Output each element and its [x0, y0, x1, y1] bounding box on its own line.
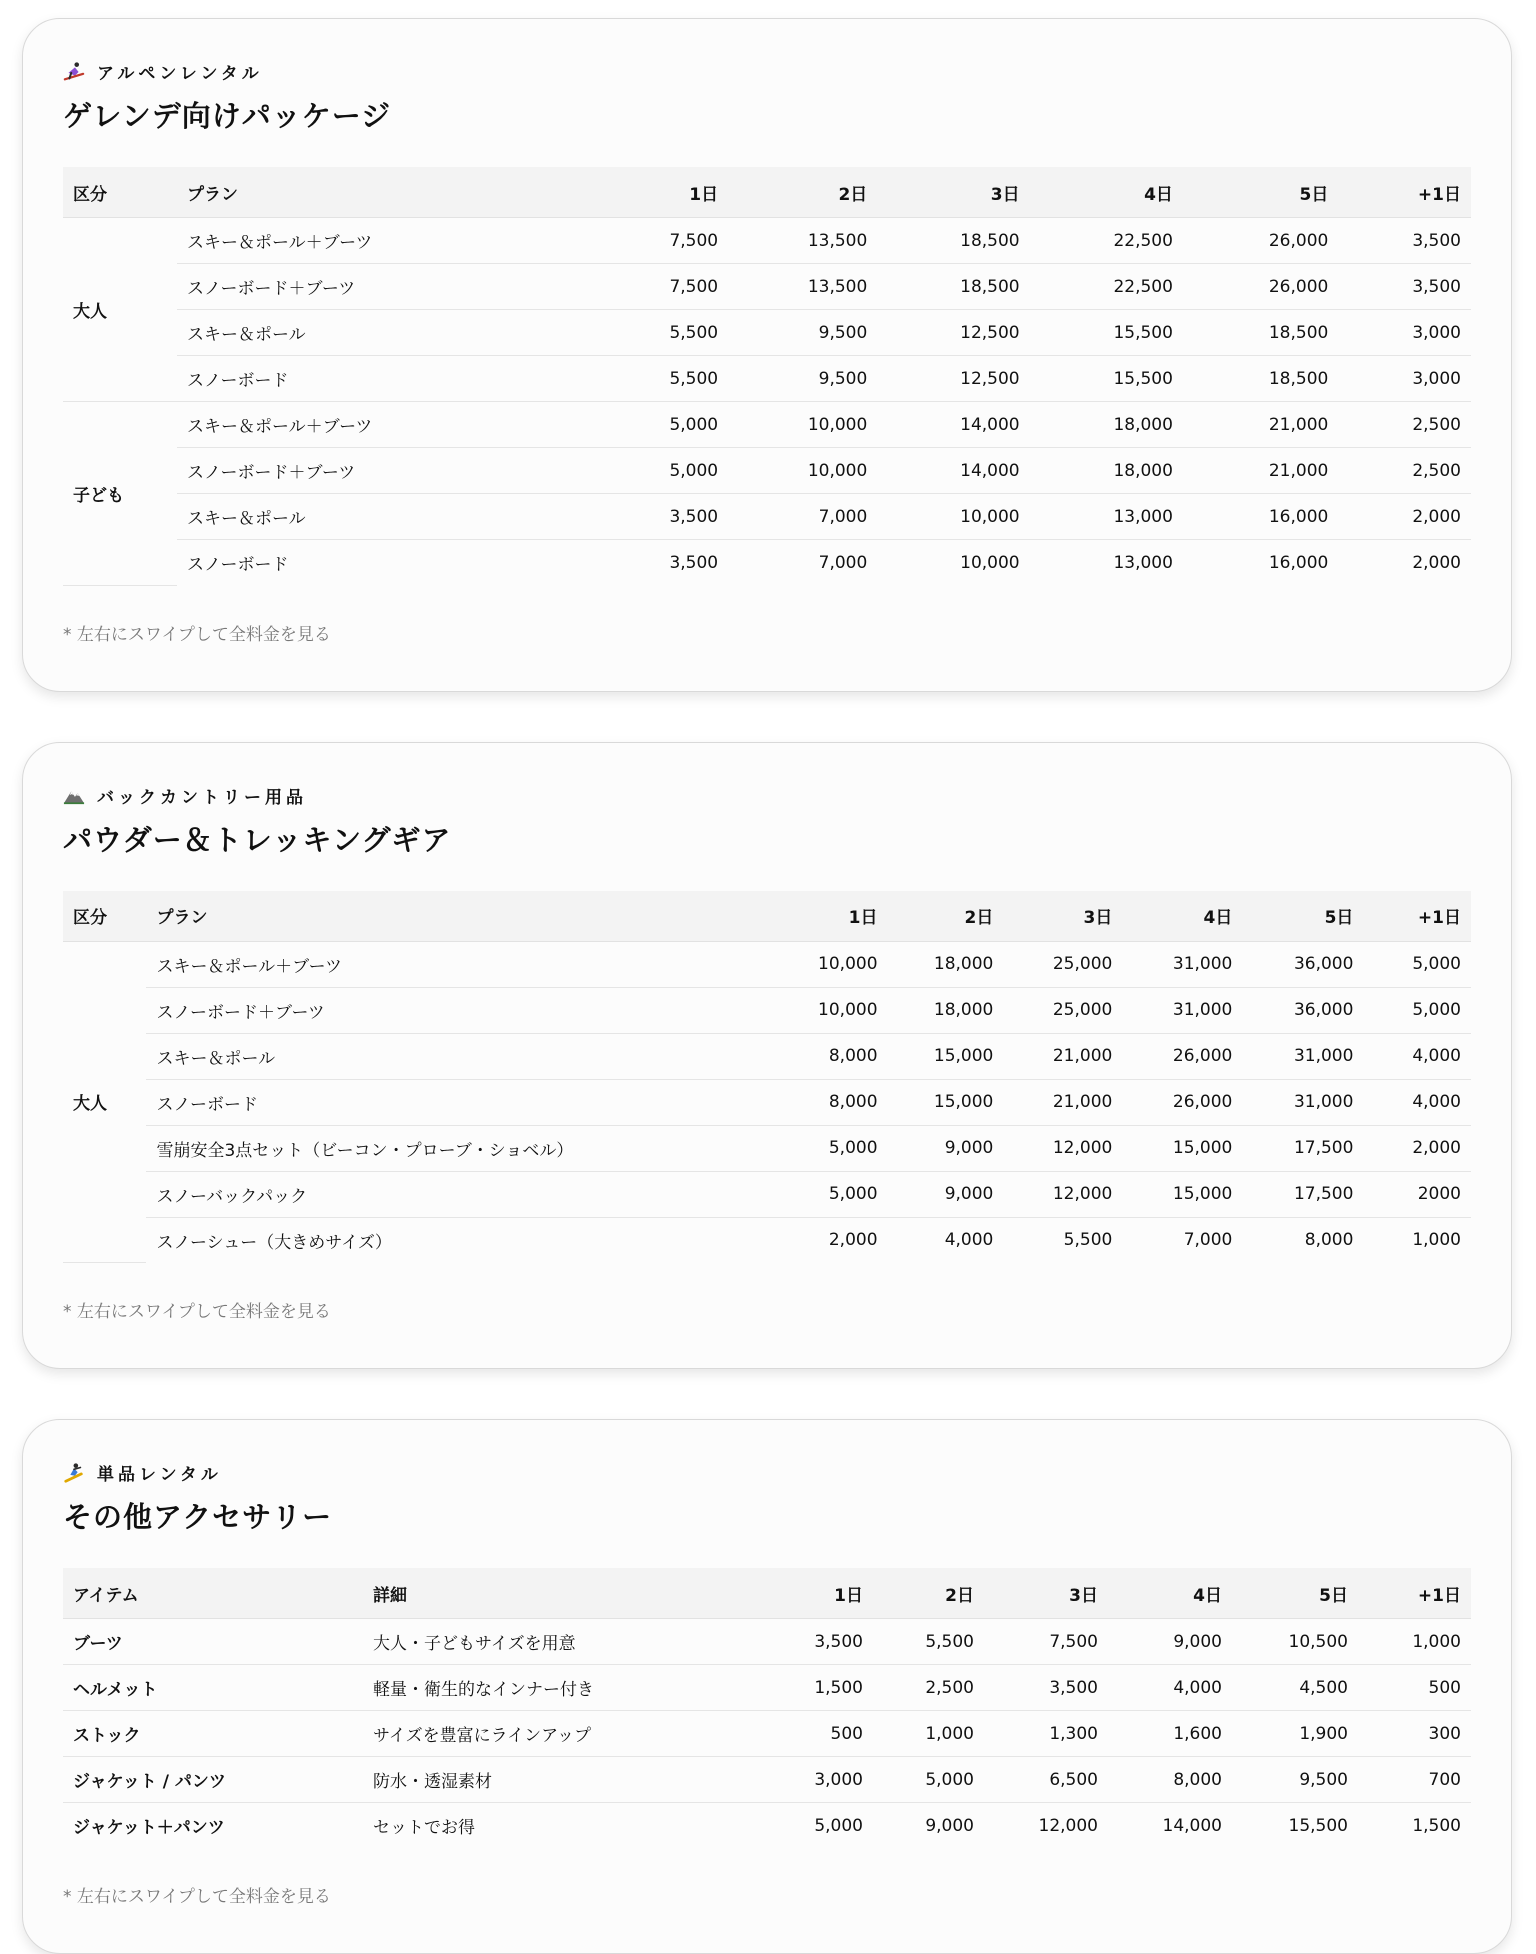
- price-cell: 3,500: [669, 552, 719, 573]
- price-cell: 5,000: [579, 402, 728, 448]
- price-cell: 7,000: [728, 494, 877, 540]
- card-backcountry-gear: [22, 742, 1512, 1370]
- price-cell: 8,000: [768, 1079, 888, 1125]
- table-row: [63, 1217, 1471, 1263]
- table-row: [63, 1171, 1471, 1217]
- price-cell: 1,600: [1108, 1711, 1232, 1757]
- price-cell: 4,000: [1363, 1033, 1471, 1079]
- column-header: プラン: [146, 891, 767, 942]
- price-cell: 18,000: [1030, 402, 1183, 448]
- price-cell: 18,500: [1183, 310, 1338, 356]
- price-cell: 21,000: [1003, 1079, 1122, 1125]
- item-detail: 大人・子どもサイズを用意: [363, 1619, 780, 1665]
- price-cell: 5,000: [1363, 987, 1471, 1033]
- price-cell: 6,500: [984, 1757, 1108, 1803]
- price-cell: 10,000: [768, 987, 888, 1033]
- price-cell: 14,000: [1162, 1815, 1222, 1836]
- price-cell: 5,500: [1063, 1230, 1113, 1250]
- group-label: 子ども: [63, 402, 177, 586]
- price-cell: 10,000: [768, 941, 888, 987]
- plan-name: スノーボード: [177, 356, 579, 402]
- price-cell: 12,000: [1003, 1171, 1122, 1217]
- plan-name: スキー＆ポール＋ブーツ: [177, 402, 579, 448]
- item-detail: サイズを豊富にラインアップ: [363, 1711, 780, 1757]
- price-cell: 3,500: [1338, 218, 1471, 264]
- table-row: [63, 1079, 1471, 1125]
- column-header: 5日: [1242, 891, 1363, 942]
- card-eyebrow: [63, 783, 1471, 808]
- price-cell: 25,000: [1003, 987, 1122, 1033]
- item-detail: 軽量・衛生的なインナー付き: [363, 1665, 780, 1711]
- card-header: [63, 59, 1471, 135]
- price-cell: 7,000: [1183, 1230, 1233, 1250]
- table-row: [63, 356, 1471, 402]
- column-header: 1日: [579, 167, 728, 218]
- table-row: [63, 941, 1471, 987]
- price-cell: 26,000: [1122, 1033, 1242, 1079]
- table-row: [63, 1665, 1471, 1711]
- price-cell: 15,500: [1030, 310, 1183, 356]
- item-name: ジャケット / パンツ: [63, 1757, 363, 1803]
- column-header: 2日: [888, 891, 1004, 942]
- price-cell: 31,000: [1242, 1079, 1363, 1125]
- column-header: 2日: [873, 1568, 984, 1619]
- price-cell: 21,000: [1183, 448, 1338, 494]
- table-row: [63, 987, 1471, 1033]
- plan-name: スノーボード＋ブーツ: [146, 987, 767, 1033]
- price-cell: 36,000: [1242, 941, 1363, 987]
- price-cell: 25,000: [1003, 941, 1122, 987]
- card-header: [63, 783, 1471, 859]
- price-cell: 3,500: [579, 494, 728, 540]
- price-cell: 7,500: [579, 218, 728, 264]
- price-cell: 4,000: [944, 1230, 994, 1250]
- price-cell: 5,500: [579, 356, 728, 402]
- price-cell: 1,900: [1232, 1711, 1358, 1757]
- table-row: [63, 218, 1471, 264]
- price-cell: 3,000: [780, 1757, 873, 1803]
- price-cell: 10,000: [728, 402, 877, 448]
- price-cell: 31,000: [1122, 987, 1242, 1033]
- plan-name: スノーボード: [146, 1079, 767, 1125]
- column-header: +1日: [1363, 891, 1471, 942]
- price-cell: 5,000: [768, 1125, 888, 1171]
- price-cell: 13,500: [728, 218, 877, 264]
- plan-name: スキー＆ポール＋ブーツ: [146, 941, 767, 987]
- table-body: [63, 218, 1471, 586]
- price-cell: 15,500: [1030, 356, 1183, 402]
- price-cell: 14,000: [877, 402, 1029, 448]
- price-cell: 1,500: [1412, 1815, 1461, 1836]
- price-cell: 9,000: [925, 1815, 974, 1836]
- card-eyebrow-label: バックカントリー用品: [97, 787, 307, 808]
- card-eyebrow-label: アルペンレンタル: [97, 64, 263, 84]
- table-body: [63, 1619, 1471, 1849]
- card-eyebrow-label: 単品レンタル: [97, 1465, 222, 1485]
- table-row: [63, 1125, 1471, 1171]
- price-cell: 15,000: [1122, 1125, 1242, 1171]
- price-cell: 5,000: [579, 448, 728, 494]
- column-header: 2日: [728, 167, 877, 218]
- snowboarder-icon: [63, 1462, 85, 1484]
- card-eyebrow: [63, 59, 1471, 84]
- card-title: その他アクセサリー: [63, 1500, 333, 1534]
- price-cell: 22,500: [1030, 218, 1183, 264]
- price-table: [63, 1568, 1471, 1848]
- price-cell: 18,500: [877, 264, 1029, 310]
- price-cell: 9,000: [888, 1125, 1004, 1171]
- table-row: [63, 1033, 1471, 1079]
- plan-name: スキー＆ポール: [177, 494, 579, 540]
- price-cell: 18,000: [1030, 448, 1183, 494]
- price-cell: 12,000: [1038, 1815, 1098, 1836]
- price-cell: 22,500: [1030, 264, 1183, 310]
- price-cell: 3,500: [1338, 264, 1471, 310]
- table-row: [63, 540, 1471, 586]
- price-cell: 9,000: [888, 1171, 1004, 1217]
- price-cell: 5,500: [873, 1619, 984, 1665]
- table-header-row: [63, 891, 1471, 942]
- table-row: [63, 1711, 1471, 1757]
- card-title: パウダー＆トレッキングギア: [63, 822, 452, 857]
- column-header: 4日: [1108, 1568, 1232, 1619]
- price-cell: 13,000: [1113, 552, 1173, 573]
- table-row: [63, 264, 1471, 310]
- price-cell: 700: [1358, 1757, 1471, 1803]
- swipe-note: * 左右にスワイプして全料金を見る: [63, 1887, 331, 1907]
- card-single-rental: [22, 1419, 1512, 1954]
- plan-name: スノーボード: [186, 555, 289, 575]
- price-cell: 2,000: [1412, 552, 1461, 573]
- table-row: [63, 1757, 1471, 1803]
- price-table: [63, 167, 1471, 586]
- plan-name: スノーシュー（大きめサイズ）: [156, 1232, 392, 1253]
- price-cell: 10,000: [728, 448, 877, 494]
- table-header-row: [63, 1568, 1471, 1619]
- price-cell: 26,000: [1122, 1079, 1242, 1125]
- price-cell: 10,000: [960, 552, 1020, 573]
- price-cell: 2,500: [1338, 448, 1471, 494]
- price-cell: 13,500: [728, 264, 877, 310]
- column-header: 3日: [877, 167, 1029, 218]
- price-cell: 21,000: [1183, 402, 1338, 448]
- price-cell: 8,000: [1304, 1230, 1354, 1250]
- price-cell: 2,500: [1338, 402, 1471, 448]
- price-cell: 300: [1358, 1711, 1471, 1757]
- price-cell: 2,000: [1338, 494, 1471, 540]
- column-header: 1日: [780, 1568, 873, 1619]
- item-name: ヘルメット: [63, 1665, 363, 1711]
- price-cell: 17,500: [1242, 1171, 1363, 1217]
- item-name: ストック: [63, 1711, 363, 1757]
- price-cell: 18,500: [877, 218, 1029, 264]
- price-cell: 1,000: [873, 1711, 984, 1757]
- column-header: 1日: [768, 891, 888, 942]
- price-cell: 15,000: [888, 1033, 1004, 1079]
- item-detail: 防水・透湿素材: [363, 1757, 780, 1803]
- price-cell: 2,000: [1363, 1125, 1471, 1171]
- mountain-icon: [63, 784, 85, 806]
- price-cell: 500: [1358, 1665, 1471, 1711]
- price-cell: 26,000: [1183, 264, 1338, 310]
- price-cell: 3,500: [780, 1619, 873, 1665]
- price-cell: 8,000: [1108, 1757, 1232, 1803]
- group-label: 大人: [63, 941, 146, 1263]
- price-cell: 10,500: [1232, 1619, 1358, 1665]
- plan-name: スキー＆ポール: [177, 310, 579, 356]
- price-cell: 8,000: [768, 1033, 888, 1079]
- item-detail: セットでお得: [373, 1818, 475, 1838]
- table-row: [63, 310, 1471, 356]
- price-cell: 36,000: [1242, 987, 1363, 1033]
- price-cell: 1,300: [984, 1711, 1108, 1757]
- table-row: [63, 448, 1471, 494]
- plan-name: スノーボード＋ブーツ: [177, 264, 579, 310]
- price-cell: 15,000: [888, 1079, 1004, 1125]
- price-cell: 4,500: [1232, 1665, 1358, 1711]
- price-cell: 4,000: [1108, 1665, 1232, 1711]
- price-cell: 3,000: [1338, 356, 1471, 402]
- table-row: [63, 1619, 1471, 1665]
- price-cell: 12,500: [877, 310, 1029, 356]
- column-header: 5日: [1232, 1568, 1358, 1619]
- price-cell: 16,000: [1268, 552, 1329, 573]
- column-header: 詳細: [363, 1568, 780, 1619]
- card-title: ゲレンデ向けパッケージ: [63, 99, 392, 133]
- price-cell: 7,500: [984, 1619, 1108, 1665]
- price-cell: 5,000: [873, 1757, 984, 1803]
- price-cell: 26,000: [1183, 218, 1338, 264]
- column-header: 4日: [1122, 891, 1242, 942]
- card-alpine-rental: [22, 18, 1512, 692]
- plan-name: 雪崩安全3点セット（ビーコン・プローブ・ショベル）: [146, 1125, 767, 1171]
- table-row: [63, 494, 1471, 540]
- price-cell: 5,500: [579, 310, 728, 356]
- price-cell: 9,500: [728, 356, 877, 402]
- price-cell: 9,500: [1232, 1757, 1358, 1803]
- plan-name: スノーボード＋ブーツ: [177, 448, 579, 494]
- price-cell: 15,500: [1288, 1815, 1348, 1836]
- price-cell: 18,000: [888, 941, 1004, 987]
- column-header: 区分: [63, 891, 146, 942]
- price-cell: 16,000: [1183, 494, 1338, 540]
- price-cell: 13,000: [1030, 494, 1183, 540]
- price-table: [63, 891, 1471, 1264]
- price-cell: 5,000: [1363, 941, 1471, 987]
- price-cell: 5,000: [768, 1171, 888, 1217]
- price-cell: 31,000: [1122, 941, 1242, 987]
- price-cell: 31,000: [1242, 1033, 1363, 1079]
- plan-name: スキー＆ポール＋ブーツ: [177, 218, 579, 264]
- plan-name: スキー＆ポール: [146, 1033, 767, 1079]
- column-header: 3日: [984, 1568, 1108, 1619]
- column-header: 区分: [63, 167, 177, 218]
- price-cell: 7,500: [579, 264, 728, 310]
- price-cell: 1,500: [780, 1665, 873, 1711]
- column-header: プラン: [177, 167, 579, 218]
- price-cell: 18,000: [888, 987, 1004, 1033]
- price-cell: 2,000: [828, 1230, 878, 1250]
- price-cell: 9,500: [728, 310, 877, 356]
- price-cell: 12,500: [877, 356, 1029, 402]
- swipe-note: * 左右にスワイプして全料金を見る: [63, 624, 331, 645]
- item-name: ジャケット＋パンツ: [73, 1818, 225, 1838]
- price-cell: 17,500: [1242, 1125, 1363, 1171]
- column-header: 3日: [1003, 891, 1122, 942]
- price-cell: 14,000: [877, 448, 1029, 494]
- table-row: [63, 1803, 1471, 1849]
- price-cell: 12,000: [1003, 1125, 1122, 1171]
- price-cell: 2,500: [873, 1665, 984, 1711]
- item-name: ブーツ: [63, 1619, 363, 1665]
- price-cell: 4,000: [1363, 1079, 1471, 1125]
- price-cell: 18,500: [1183, 356, 1338, 402]
- price-cell: 1,000: [1358, 1619, 1471, 1665]
- table-body: [63, 941, 1471, 1263]
- column-header: アイテム: [63, 1568, 363, 1619]
- column-header: 5日: [1183, 167, 1338, 218]
- card-eyebrow: [63, 1460, 1471, 1485]
- price-cell: 3,500: [984, 1665, 1108, 1711]
- price-cell: 15,000: [1122, 1171, 1242, 1217]
- table-row: [63, 402, 1471, 448]
- column-header: 4日: [1030, 167, 1183, 218]
- price-cell: 1,000: [1412, 1230, 1461, 1250]
- column-header: +1日: [1358, 1568, 1471, 1619]
- table-header-row: [63, 167, 1471, 218]
- card-header: [63, 1460, 1471, 1536]
- price-cell: 500: [780, 1711, 873, 1757]
- price-cell: 3,000: [1338, 310, 1471, 356]
- plan-name: スノーバックパック: [146, 1171, 767, 1217]
- price-cell: 9,000: [1108, 1619, 1232, 1665]
- swipe-note: * 左右にスワイプして全料金を見る: [63, 1302, 331, 1322]
- price-cell: 5,000: [814, 1815, 863, 1836]
- skier-icon: [63, 61, 85, 83]
- column-header: +1日: [1338, 167, 1471, 218]
- price-cell: 7,000: [818, 552, 868, 573]
- price-cell: 21,000: [1003, 1033, 1122, 1079]
- price-cell: 10,000: [877, 494, 1029, 540]
- price-cell: 2000: [1363, 1171, 1471, 1217]
- group-label: 大人: [63, 218, 177, 402]
